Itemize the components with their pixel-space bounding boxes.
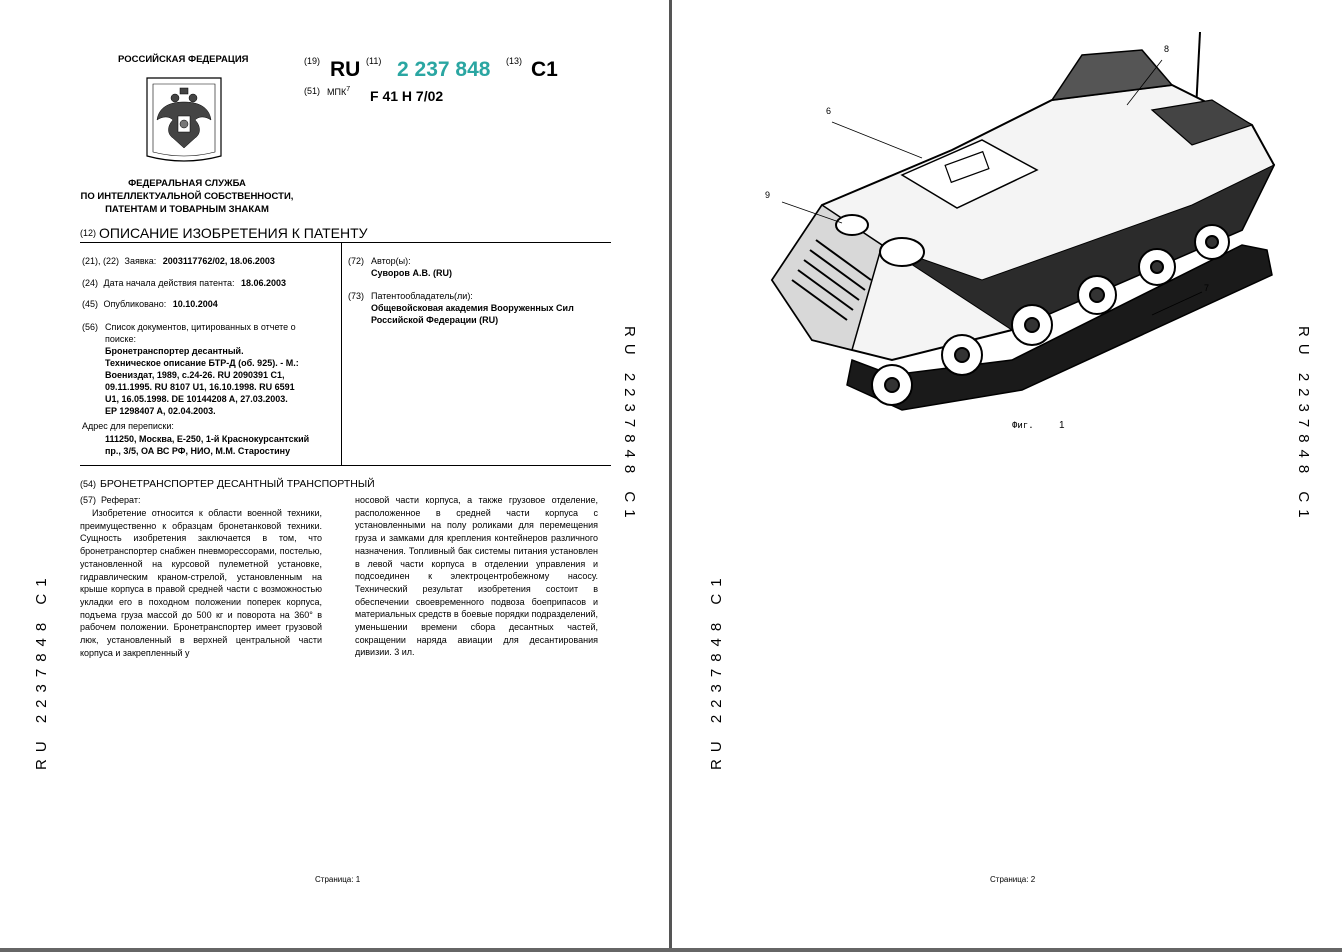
figure-caption: Фиг. (1012, 421, 1034, 431)
field-value: 18.06.2003 (241, 278, 287, 288)
field-author (371, 255, 452, 279)
callout-label: 7 (1204, 283, 1210, 293)
citation-line: Воениздат, 1989, с.24-26. RU 2090391 C1, (105, 370, 285, 380)
field-code: (21), (22) (82, 256, 120, 266)
side-document-number-left: RU 2237848 C1 (33, 571, 50, 770)
biblio-column-divider (341, 243, 342, 465)
abstract-column-1 (80, 507, 322, 659)
coat-of-arms-emblem (145, 76, 223, 171)
citation-line: EP 1298407 A, 02.04.2003. (105, 406, 216, 416)
inid-code-54: (54) (80, 479, 97, 489)
patent-page-1 (0, 0, 669, 948)
agency-line: ФЕДЕРАЛЬНАЯ СЛУЖБА (128, 178, 246, 189)
side-document-number-left: RU 2237848 C1 (708, 571, 725, 770)
field-value: 10.10.2004 (172, 299, 218, 309)
side-document-number-right: RU 2237848 C1 (621, 326, 638, 525)
agency-line: ПО ИНТЕЛЛЕКТУАЛЬНОЙ СОБСТВЕННОСТИ, (80, 191, 294, 202)
field-cited-documents (105, 321, 327, 417)
page-footer: Страница: 2 (990, 875, 1036, 884)
holder-line: Российской Федерации (RU) (371, 315, 499, 325)
side-document-number-right: RU 2237848 C1 (1295, 326, 1312, 525)
kind-code: C1 (531, 58, 558, 81)
field-patent-holder (371, 290, 574, 326)
abstract-label: Реферат: (101, 495, 141, 505)
holder-line: Общевойсковая академия Вооруженных Сил (371, 303, 574, 313)
agency-line: ПАТЕНТАМ И ТОВАРНЫМ ЗНАКАМ (105, 204, 269, 215)
address-block (105, 433, 309, 457)
field-label: Опубликовано: (103, 299, 167, 309)
citation-line: 09.11.1995. RU 8107 U1, 16.10.1998. RU 6591 (105, 382, 295, 392)
citation-line: U1, 16.05.1998. DE 10144208 A, 27.03.2003. (105, 394, 288, 404)
field-code-56: (56) (82, 322, 99, 332)
abstract-column-2 (355, 494, 598, 659)
patent-number: 2 237 848 (397, 58, 491, 81)
field-label: Дата начала действия патента: (103, 278, 235, 288)
bottom-edge-rule (0, 948, 1342, 952)
field-label: Список документов, цитированных в отчете о поиске: (105, 322, 296, 344)
field-label: Патентообладатель(ли): (371, 291, 473, 301)
page-footer: Страница: 1 (315, 875, 361, 884)
country-code: RU (330, 58, 361, 81)
citation-line: Техническое описание БТР-Д (об. 925). - М.: (105, 358, 299, 368)
field-value: 2003117762/02, 18.06.2003 (162, 256, 275, 266)
cupola-hatch (836, 215, 868, 235)
invention-title: БРОНЕТРАНСПОРТЕР ДЕСАНТНЫЙ ТРАНСПОРТНЫЙ (100, 478, 375, 490)
inid-code-13: (13) (506, 56, 523, 66)
field-published (82, 298, 218, 310)
abstract-text: носовой части корпуса, а также грузовое отделение, расположенное в средней части корпуса с установленными на полу роликами для перемещения груза и замками для крепления контейнеров различного назначения. Топливный бак системы питания установлен в левой части корпуса в отделении управления и подсоединен к электроцентробежному насосу. Технический результат изобретения состоит в обеспечении своевременного подвоза боеприпасов и материальных средств в боевые порядки подразделений, уменьшении времени сбора десантных частей, сокращении наряда авиации для десантирования дивизии. 3 ил. (355, 495, 598, 658)
vehicle-figure (752, 30, 1292, 445)
field-label: Автор(ы): (371, 256, 411, 266)
inid-code-51: (51) (304, 86, 321, 96)
ipc-label: МПК$^7$ (327, 86, 351, 97)
callout-label: 8 (1164, 44, 1170, 54)
figure-number: 1 (1059, 420, 1065, 431)
citation-line: Бронетранспортер десантный. (105, 346, 244, 356)
field-code-72: (72) (348, 256, 365, 266)
callout-label: 9 (765, 190, 771, 200)
address-label: Адрес для переписки: (82, 421, 174, 431)
inid-code-19: (19) (304, 56, 321, 66)
address-line: пр., 3/5, ОА ВС РФ, НИО, М.М. Старостину (105, 446, 291, 456)
field-code: (45) (82, 299, 99, 309)
patent-page-2 (672, 0, 1342, 948)
commander-hatch (880, 238, 924, 266)
inid-code-11: (11) (366, 56, 382, 66)
inid-code-57: (57) (80, 495, 97, 505)
biblio-bottom-rule (80, 465, 611, 466)
ipc-value: F 41 H 7/02 (370, 88, 444, 104)
inid-code-12: (12) (80, 228, 97, 238)
title-rule (80, 242, 611, 243)
field-label: Заявка: (124, 256, 157, 266)
field-effective-date (82, 277, 286, 289)
field-code: (24) (82, 278, 99, 288)
abstract-text: Изобретение относится к области военной техники, преимущественно к образцам бронетанковой техники. Сущность изобретения заключается в том, что бронетранспортер снабжен пневморессорами, постелью, установленной на курсовой пулеметной установке, гидравлическим краном-стрелой, установленным на крыше корпуса в правой средней части с возможностью укладки его в походном положении поперек корпуса, подъема груза массой до 500 кг и поворота на 360° в рабочем положении. Бронетранспортер имеет грузовой люк, установленный в верхней центральной части корпуса и закрепленный у (80, 508, 322, 658)
address-line: 111250, Москва, Е-250, 1-й Краснокурсантский (105, 434, 310, 444)
field-application (82, 255, 275, 267)
field-code-73: (73) (348, 291, 365, 301)
document-title: ОПИСАНИЕ ИЗОБРЕТЕНИЯ К ПАТЕНТУ (99, 225, 368, 241)
country-name: РОССИЙСКАЯ ФЕДЕРАЦИЯ (118, 54, 249, 65)
callout-label: 6 (826, 106, 832, 116)
agency-name (74, 177, 300, 216)
field-value: Суворов А.В. (RU) (371, 268, 452, 278)
